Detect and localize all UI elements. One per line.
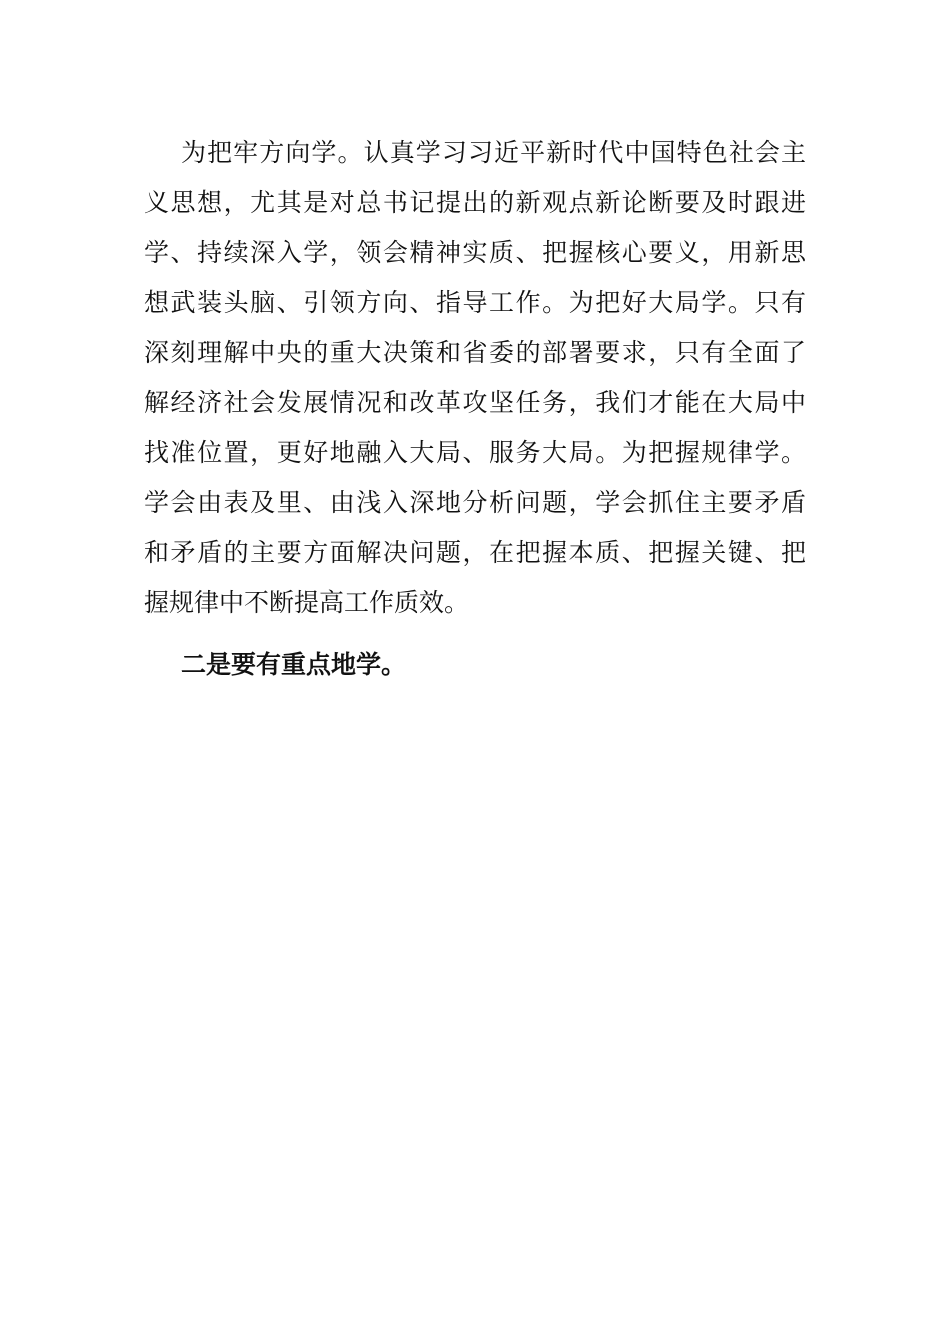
paragraph-line: 义思想，尤其是对总书记提出的新观点新论断要及时跟进: [144, 188, 806, 217]
paragraph-line: 和矛盾的主要方面解决问题，在把握本质、把握关键、把: [144, 538, 806, 567]
paragraph-line: 握规律中不断提高工作质效。: [144, 588, 470, 617]
section-heading: 二是要有重点地学。: [181, 650, 407, 679]
document-body: [144, 128, 806, 690]
paragraph-line: 解经济社会发展情况和改革攻坚任务，我们才能在大局中: [144, 388, 806, 417]
paragraph-line: 学、持续深入学，领会精神实质、把握核心要义，用新思: [144, 238, 806, 267]
paragraph-line: 学会由表及里、由浅入深地分析问题，学会抓住主要矛盾: [144, 488, 806, 517]
paragraph-line: 想武装头脑、引领方向、指导工作。为把好大局学。只有: [144, 288, 806, 317]
body-paragraph: [144, 128, 806, 628]
paragraph-line: 找准位置，更好地融入大局、服务大局。为把握规律学。: [144, 438, 806, 467]
paragraph-line: 深刻理解中央的重大决策和省委的部署要求，只有全面了: [144, 338, 806, 367]
paragraph-line: 为把牢方向学。认真学习习近平新时代中国特色社会主: [181, 138, 806, 167]
